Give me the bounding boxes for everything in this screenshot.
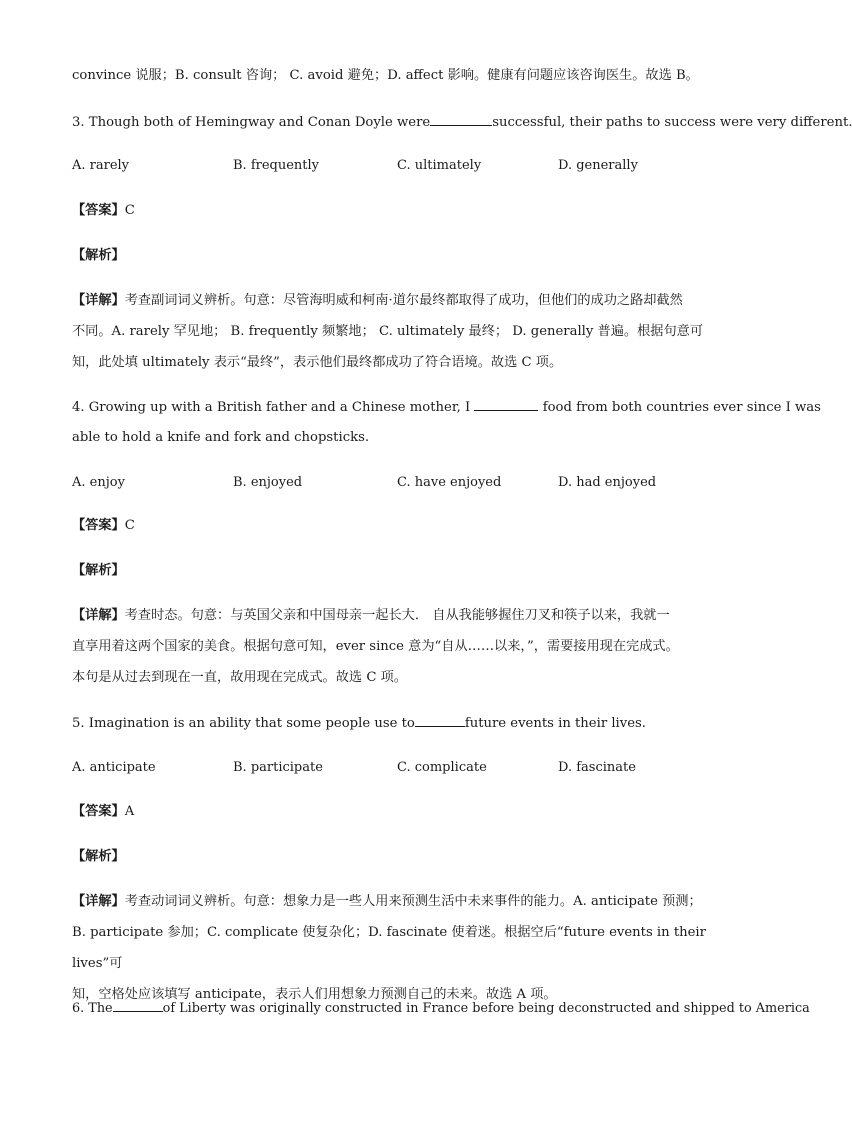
question-4-stem-start: 4. Growing up with a British father and a Chinese mother, I (72, 400, 471, 415)
question-4-detail-line-2: 直享用着这两个国家的美食。根据句意可知，ever since 意为“自从……以来，”，需要接用现在完成式。 (72, 639, 679, 654)
question-4-stem-line-2: able to hold a knife and fork and chopsticks. (72, 430, 370, 445)
question-3-option-b: B. frequently (233, 158, 320, 173)
question-3-stem (72, 113, 852, 132)
question-5-answer (72, 803, 134, 821)
question-4-option-d: D. had enjoyed (558, 475, 657, 490)
question-5-option-b: B. participate (233, 760, 323, 775)
question-3-blank (430, 113, 492, 126)
question-6-stem-end: of Liberty was originally constructed in France before being deconstructed and shipped to America (162, 1001, 810, 1016)
question-5-detail-line-3: 知，空格处应该填写 anticipate，表示人们用想象力预测自己的未来。故选 A 项。 (72, 987, 557, 1002)
question-3-detail-line-1: 【详解】考查副词词义辨析。句意：尽管海明威和柯南·道尔最终都取得了成功，但他们的成功之路却截然 (72, 293, 683, 308)
question-4-option-a: A. enjoy (72, 475, 125, 490)
question-5-option-d: D. fascinate (558, 760, 636, 775)
question-4-analysis-tag (72, 562, 125, 580)
question-4-detail-line-3: 本句是从过去到现在一直，故用现在完成式。故选 C 项。 (72, 670, 407, 685)
question-5-stem-end: future events in their lives. (464, 716, 646, 731)
question-4-answer (72, 517, 135, 535)
question-6-stem-start: 6. The (72, 1001, 113, 1016)
question-5-answer-value: A (124, 804, 135, 819)
previous-explanation-tail: convince 说服；B. consult 咨询； C. avoid 避免；D. affect 影响。健康有问题应该咨询医生。故选 B。 (72, 68, 699, 83)
question-5-stem-start: 5. Imagination is an ability that some people use to (72, 716, 415, 731)
question-5-analysis-tag (72, 848, 125, 866)
question-5-option-c: C. complicate (397, 760, 487, 775)
question-5-detail-line-1: 【详解】考查动词词义辨析。句意：想象力是一些人用来预测生活中未来事件的能力。A. anticipate 预测； (72, 894, 702, 909)
question-5-blank (415, 714, 465, 727)
answer-tag: 【答案】 (72, 804, 125, 819)
analysis-tag: 【解析】 (72, 563, 125, 578)
detail-tag: 【详解】 (72, 894, 125, 909)
question-4-blank (474, 398, 538, 411)
question-3-stem-start: 3. Though both of Hemingway and Conan Doyle were (72, 115, 431, 130)
question-3-option-d: D. generally (558, 158, 638, 173)
analysis-tag: 【解析】 (72, 849, 125, 864)
answer-tag: 【答案】 (72, 518, 125, 533)
question-3-answer (72, 202, 135, 220)
detail-tag: 【详解】 (72, 608, 125, 623)
question-3-detail-line-3: 知，此处填 ultimately 表示“最终”，表示他们最终都成功了符合语境。故选 C 项。 (72, 355, 563, 370)
question-3-option-c: C. ultimately (397, 158, 482, 173)
question-4-option-b: B. enjoyed (233, 475, 303, 490)
question-5-option-a: A. anticipate (72, 760, 156, 775)
detail-tag: 【详解】 (72, 293, 125, 308)
question-6-stem (72, 999, 810, 1018)
question-3-analysis-tag (72, 247, 125, 265)
question-4-detail (72, 600, 722, 693)
question-4-stem (72, 398, 821, 417)
question-4-detail-line-1: 【详解】考查时态。句意：与英国父亲和中国母亲一起长大． 自从我能够握住刀叉和筷子以来，我就一 (72, 608, 670, 623)
question-5-stem (72, 714, 646, 733)
question-3-stem-end: successful, their paths to success were very different. (492, 115, 852, 130)
answer-tag: 【答案】 (72, 203, 125, 218)
question-6-blank (113, 999, 163, 1012)
question-3-option-a: A. rarely (72, 158, 130, 173)
question-3-answer-value: C (124, 203, 135, 218)
question-5-detail (72, 886, 722, 1010)
question-4-stem-end: food from both countries ever since I was (542, 400, 821, 415)
question-4-option-c: C. have enjoyed (397, 475, 502, 490)
question-4-answer-value: C (124, 518, 135, 533)
question-5-detail-line-2: B. participate 参加；C. complicate 使复杂化；D. fascinate 使着迷。根据空后“future events in their lives”可 (72, 925, 706, 971)
question-3-detail-line-2: 不同。A. rarely 罕见地； B. frequently 频繁地； C. ultimately 最终； D. generally 普遍。根据句意可 (72, 324, 704, 339)
analysis-tag: 【解析】 (72, 248, 125, 263)
question-3-detail (72, 285, 722, 378)
